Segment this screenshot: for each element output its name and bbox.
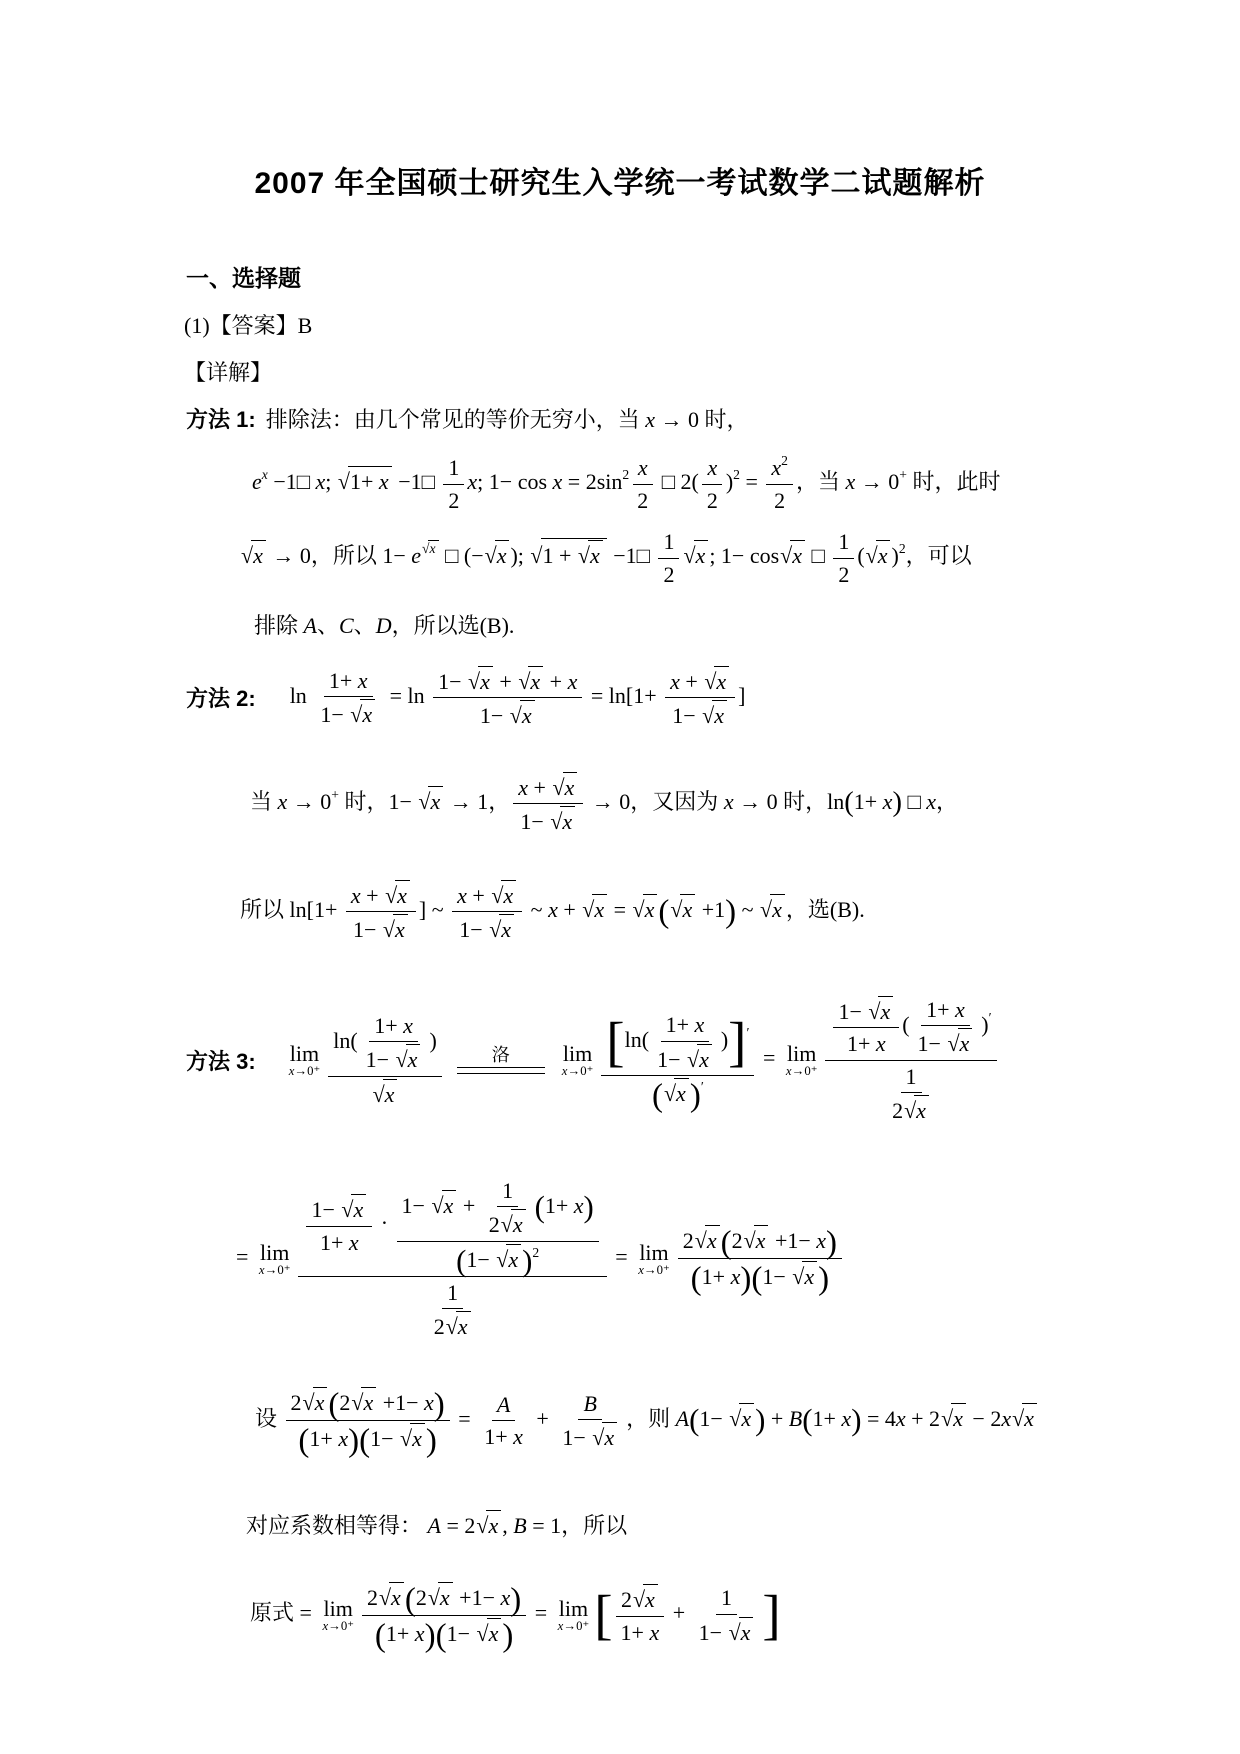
formula-substituted-equivalents: √x → 0，所以 1− e√x □ (−√x ); √1 + √x −1□ $\frac{1}{2}$ √x ; 1− cos√x □ $\frac{1}{2}$ (√x )2，可以	[241, 529, 972, 587]
formula-simplification: = lim x→0⁺ $\frac{1- √x}{1+ x}$ · 1− √x + $\frac{1}{2√x}$ (1+ x) (1− √x )2 $\frac{1}{2√x}$ = lim x→0⁺ $\frac{2√x (2√x +1- x)}{(1+ x)(1- √x )}$	[236, 1177, 1240, 1341]
method-2-label: 方法 2:	[186, 686, 256, 712]
detail-label: 【详解】	[184, 360, 273, 385]
formula-limit-behavior: 当 x → 0+ 时，1− √x → 1， $\frac{x + √x}{1- √x}$ → 0，又因为 x → 0 时，ln(1+ x) □ x，	[250, 772, 1240, 836]
method-1-row	[186, 403, 1240, 434]
method-2-row	[186, 666, 1240, 730]
document-title: 2007 年全国硕士研究生入学统一考试数学二试题解析	[254, 167, 986, 200]
answer-line: (1)【答案】B	[184, 313, 313, 338]
method-3-label: 方法 3:	[186, 1048, 256, 1074]
formula-log-transform: ln $\frac{1+ x}{1- √x}$ = ln $\frac{1- √x + √x + x}{1- √x}$ = ln[1+ $\frac{x + √x}{1- √x}$ ]	[289, 667, 746, 729]
formula-final-result: 原式 = lim x→0⁺ $\frac{2√x (2√x +1- x)}{(1+ x)(1- √x )}$ = lim x→0⁺ [ $\frac{2√x}{1+ x}$ + $\frac{1}{1- √x}$ ]	[250, 1581, 781, 1654]
formula-partial-fractions: 设 $\frac{2√x (2√x +1- x)}{(1+ x)(1- √x )}$ = $\frac{A}{1+ x}$ + $\frac{B}{1- √x}$ ，则 A(1− √x ) + B(1+ x) = 4x + 2√x − 2x√x	[255, 1387, 1240, 1454]
formula-equivalence-chain: 所以 ln[1+ $\frac{x + √x}{1- √x}$ ] ~ $\frac{x + √x}{1- √x}$ ~ x + √x = √x (√x +1) ~ √x ，选(B).	[240, 880, 1240, 944]
method-1-intro-text: 排除法：由几个常见的等价无穷小，当 x → 0 时，	[265, 407, 749, 432]
conclusion-method-1: 排除 A、C、D，所以选(B).	[254, 613, 515, 639]
formula-coefficients: 对应系数相等得： A = 2√x , B = 1，所以	[246, 1510, 1240, 1540]
method-3-row	[186, 996, 1240, 1125]
method-1-label: 方法 1:	[186, 407, 256, 432]
formula-lhopital: lim x→0⁺ ln( $\frac{1+ x}{1- √x}$ ) √x 洛 lim x→0⁺ [ln( $\frac{1+ x}{1- √x}$ )]′ (√x )′ = lim x→0⁺ $\frac{1- √x}{1+ x}$ ( $\frac{1+ x}{1- √x}$ )′ $\frac{1}{2√x}$	[284, 996, 1000, 1125]
formula-equivalent-infinitesimals: ex −1□ x; √1+ x −1□ $\frac{1}{2}$ x; 1− cos x = 2sin2 $\frac{x}{2}$ □ 2( $\frac{x}{2}$ )2 = $\frac{x2}{2}$ ，当 x → 0+ 时，此时	[252, 453, 1001, 513]
section-heading: 一、选择题	[186, 265, 301, 291]
